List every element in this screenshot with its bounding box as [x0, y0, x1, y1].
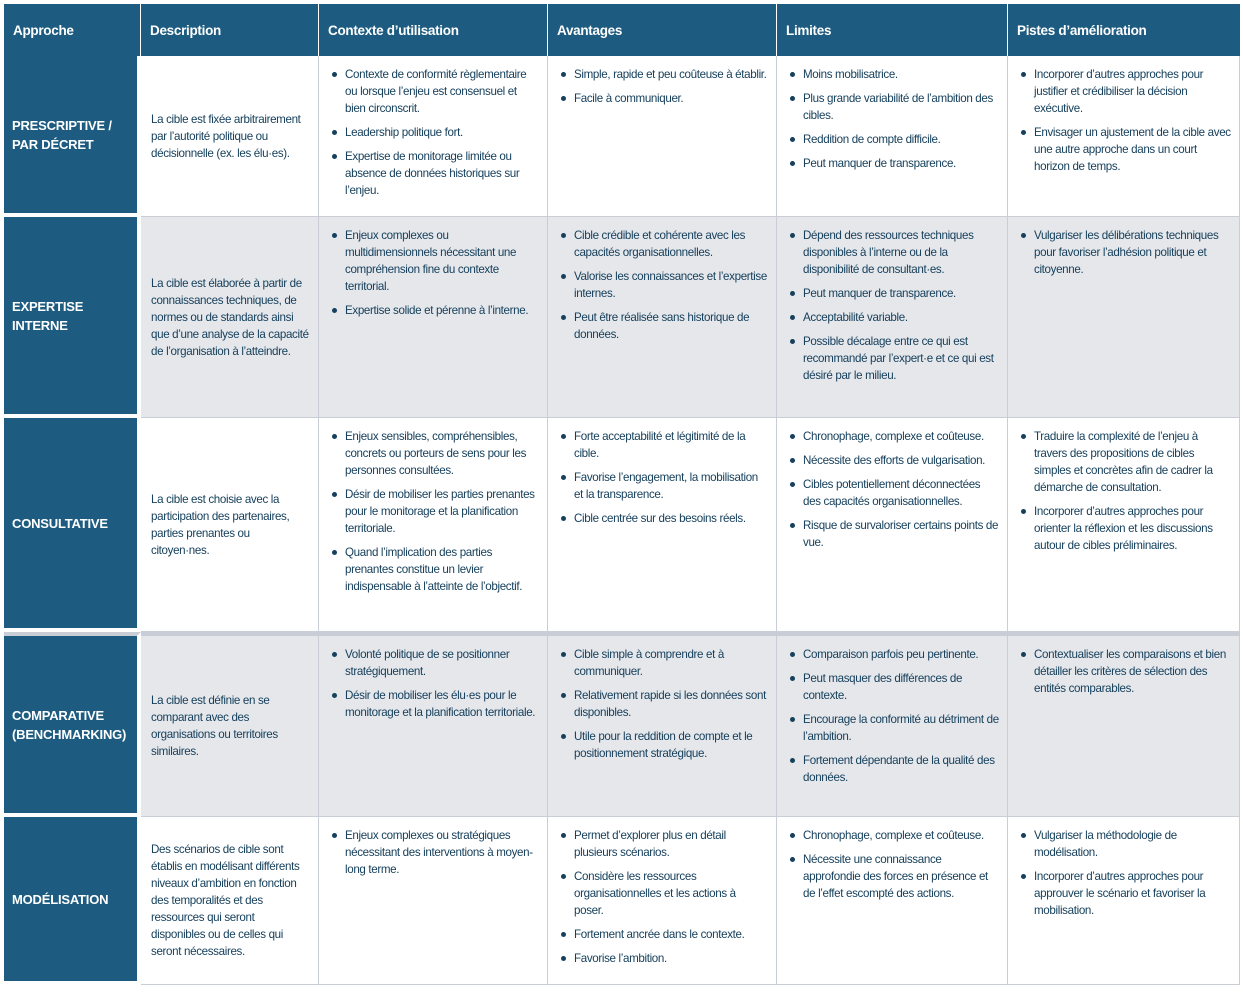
table-row — [4, 632, 1240, 817]
approaches-table — [4, 4, 1240, 985]
list-item: Contextualiser les comparaisons et bien détailler les critères de sélection des entités comparables. — [1034, 646, 1231, 697]
list-item: Cible crédible et cohérente avec les capacités organisationnelles. — [574, 227, 768, 261]
list-item: Moins mobilisatrice. — [803, 66, 999, 83]
header-description: Description — [141, 4, 319, 56]
limits-cell — [777, 418, 1008, 632]
improvements-cell — [1008, 418, 1240, 632]
approach-cell: MODÉLISATION — [4, 817, 141, 985]
improvements-list — [1016, 428, 1231, 554]
improvements-cell — [1008, 817, 1240, 985]
list-item: Traduire la complexité de l’enjeu à travers des propositions de cibles simples et concrètes afin de cadrer la démarche de consultation. — [1034, 428, 1231, 496]
description-cell: Des scénarios de cible sont établis en modélisant différents niveaux d’ambition en fonction des temporalités et des ressources qui seront disponibles ou de celles qui seront nécessaires. — [141, 817, 319, 985]
table-row — [4, 56, 1240, 217]
list-item: Chronophage, complexe et coûteuse. — [803, 827, 999, 844]
header-approach: Approche — [4, 4, 141, 56]
list-item: Considère les ressources organisationnelles et les actions à poser. — [574, 868, 768, 919]
list-item: Permet d’explorer plus en détail plusieurs scénarios. — [574, 827, 768, 861]
list-item: Désir de mobiliser les parties prenantes pour le monitorage et la planification territoriale. — [345, 486, 539, 537]
limits-list — [785, 227, 999, 384]
context-cell — [319, 56, 548, 217]
improvements-list — [1016, 646, 1231, 697]
context-cell — [319, 632, 548, 817]
list-item: Utile pour la reddition de compte et le positionnement stratégique. — [574, 728, 768, 762]
list-item: Incorporer d’autres approches pour approuver le scénario et favoriser la mobilisation. — [1034, 868, 1231, 919]
limits-cell — [777, 56, 1008, 217]
context-list — [327, 827, 539, 878]
list-item: Reddition de compte difficile. — [803, 131, 999, 148]
list-item: Incorporer d’autres approches pour justifier et crédibiliser la décision exécutive. — [1034, 66, 1231, 117]
table-row — [4, 217, 1240, 418]
list-item: Peut manquer de transparence. — [803, 285, 999, 302]
context-list — [327, 66, 539, 199]
list-item: Favorise l’engagement, la mobilisation et la transparence. — [574, 469, 768, 503]
list-item: Peut masquer des différences de contexte. — [803, 670, 999, 704]
approach-cell: EXPERTISE INTERNE — [4, 217, 141, 418]
list-item: Peut être réalisée sans historique de données. — [574, 309, 768, 343]
list-item: Enjeux sensibles, compréhensibles, concrets ou porteurs de sens pour les personnes consultées. — [345, 428, 539, 479]
list-item: Simple, rapide et peu coûteuse à établir. — [574, 68, 767, 81]
list-item: Facile à communiquer. — [574, 90, 768, 107]
list-item: Fortement ancrée dans le contexte. — [574, 926, 768, 943]
list-item: Cible simple à comprendre et à communiquer. — [574, 646, 768, 680]
list-item: Encourage la conformité au détriment de l’ambition. — [803, 713, 999, 743]
list-item: Incorporer d’autres approches pour orienter la réflexion et les discussions autour de cibles préliminaires. — [1034, 503, 1231, 554]
context-cell — [319, 217, 548, 418]
list-item: Quand l’implication des parties prenantes constitue un levier indispensable à l’atteinte de l’objectif. — [345, 544, 539, 595]
list-item: Forte acceptabilité et légitimité de la cible. — [574, 428, 768, 462]
limits-cell — [777, 817, 1008, 985]
list-item: Comparaison parfois peu pertinente. — [803, 646, 999, 663]
limits-cell — [777, 217, 1008, 418]
context-list — [327, 227, 539, 319]
table-row — [4, 418, 1240, 632]
improvements-cell — [1008, 56, 1240, 217]
list-item: Volonté politique de se positionner stratégiquement. — [345, 646, 539, 680]
improvements-list — [1016, 227, 1231, 278]
advantages-list — [556, 827, 768, 967]
limits-list — [785, 66, 999, 172]
list-item: Cible centrée sur des besoins réels. — [574, 510, 768, 527]
context-list — [327, 646, 539, 721]
header-context: Contexte d’utilisation — [319, 4, 548, 56]
limits-list — [785, 827, 999, 902]
description-cell: La cible est élaborée à partir de connaissances techniques, de normes ou de standards ainsi que d’une analyse de la capacité de l’organisation à l’atteindre. — [141, 217, 319, 418]
list-item: Envisager un ajustement de la cible avec une autre approche dans un court horizon de temps. — [1034, 126, 1231, 173]
list-item: Désir de mobiliser les élu·es pour le monitorage et la planification territoriale. — [345, 687, 539, 721]
list-item: Favorise l’ambition. — [574, 950, 768, 967]
list-item: Cibles potentiellement déconnectées des capacités organisationnelles. — [803, 476, 999, 510]
list-item: Acceptabilité variable. — [803, 309, 999, 326]
advantages-cell — [548, 418, 777, 632]
advantages-cell — [548, 632, 777, 817]
context-cell — [319, 418, 548, 632]
header-row — [4, 4, 1240, 56]
list-item: Dépend des ressources techniques disponibles à l’interne ou de la disponibilité de consultant·es. — [803, 227, 999, 278]
list-item: Vulgariser la méthodologie de modélisation. — [1034, 827, 1231, 861]
list-item: Nécessite une connaissance approfondie des forces en présence et de l’effet escompté des actions. — [803, 851, 999, 902]
description-cell: La cible est fixée arbitrairement par l’autorité politique ou décisionnelle (ex. les élu·es). — [141, 56, 319, 217]
list-item: Chronophage, complexe et coûteuse. — [803, 428, 999, 445]
improvements-list — [1016, 827, 1231, 919]
list-item: Risque de survaloriser certains points de vue. — [803, 519, 999, 549]
description-cell: La cible est définie en se comparant avec des organisations ou territoires similaires. — [141, 632, 319, 817]
list-item: Valorise les connaissances et l’expertise internes. — [574, 270, 767, 300]
advantages-list — [556, 428, 768, 527]
approach-cell: CONSULTATIVE — [4, 418, 141, 632]
advantages-cell — [548, 217, 777, 418]
list-item: Possible décalage entre ce qui est recommandé par l’expert·e et ce qui est désiré par le milieu. — [803, 333, 999, 384]
table-body — [4, 56, 1240, 985]
approach-cell: COMPARATIVE (BENCHMARKING) — [4, 632, 141, 817]
context-cell — [319, 817, 548, 985]
list-item: Vulgariser les délibérations techniques pour favoriser l’adhésion politique et citoyenne. — [1034, 227, 1231, 278]
list-item: Fortement dépendante de la qualité des données. — [803, 752, 999, 786]
advantages-list — [556, 66, 768, 107]
context-list — [327, 428, 539, 595]
improvements-cell — [1008, 632, 1240, 817]
advantages-cell — [548, 56, 777, 217]
list-item: Relativement rapide si les données sont disponibles. — [574, 687, 768, 721]
list-item: Expertise de monitorage limitée ou absence de données historiques sur l’enjeu. — [345, 148, 539, 199]
list-item: Enjeux complexes ou stratégiques nécessitant des interventions à moyen-long terme. — [345, 827, 539, 878]
improvements-cell — [1008, 217, 1240, 418]
list-item: Expertise solide et pérenne à l’interne. — [345, 302, 539, 319]
list-item: Peut manquer de transparence. — [803, 155, 999, 172]
advantages-cell — [548, 817, 777, 985]
list-item: Contexte de conformité règlementaire ou lorsque l’enjeu est consensuel et bien circonscrit. — [345, 66, 539, 117]
advantages-list — [556, 227, 768, 343]
header-advantages: Avantages — [548, 4, 777, 56]
header-improvements: Pistes d’amélioration — [1008, 4, 1240, 56]
approach-cell: PRESCRIPTIVE / PAR DÉCRET — [4, 56, 141, 217]
advantages-list — [556, 646, 768, 762]
limits-list — [785, 646, 999, 786]
description-cell: La cible est choisie avec la participation des partenaires, parties prenantes ou citoyen·nes. — [141, 418, 319, 632]
list-item: Nécessite des efforts de vulgarisation. — [803, 452, 999, 469]
list-item: Plus grande variabilité de l’ambition des cibles. — [803, 90, 999, 124]
limits-cell — [777, 632, 1008, 817]
improvements-list — [1016, 66, 1231, 175]
header-limits: Limites — [777, 4, 1008, 56]
list-item: Leadership politique fort. — [345, 124, 539, 141]
table-row — [4, 817, 1240, 985]
limits-list — [785, 428, 999, 551]
list-item: Enjeux complexes ou multidimensionnels nécessitant une compréhension fine du contexte territorial. — [345, 227, 539, 295]
